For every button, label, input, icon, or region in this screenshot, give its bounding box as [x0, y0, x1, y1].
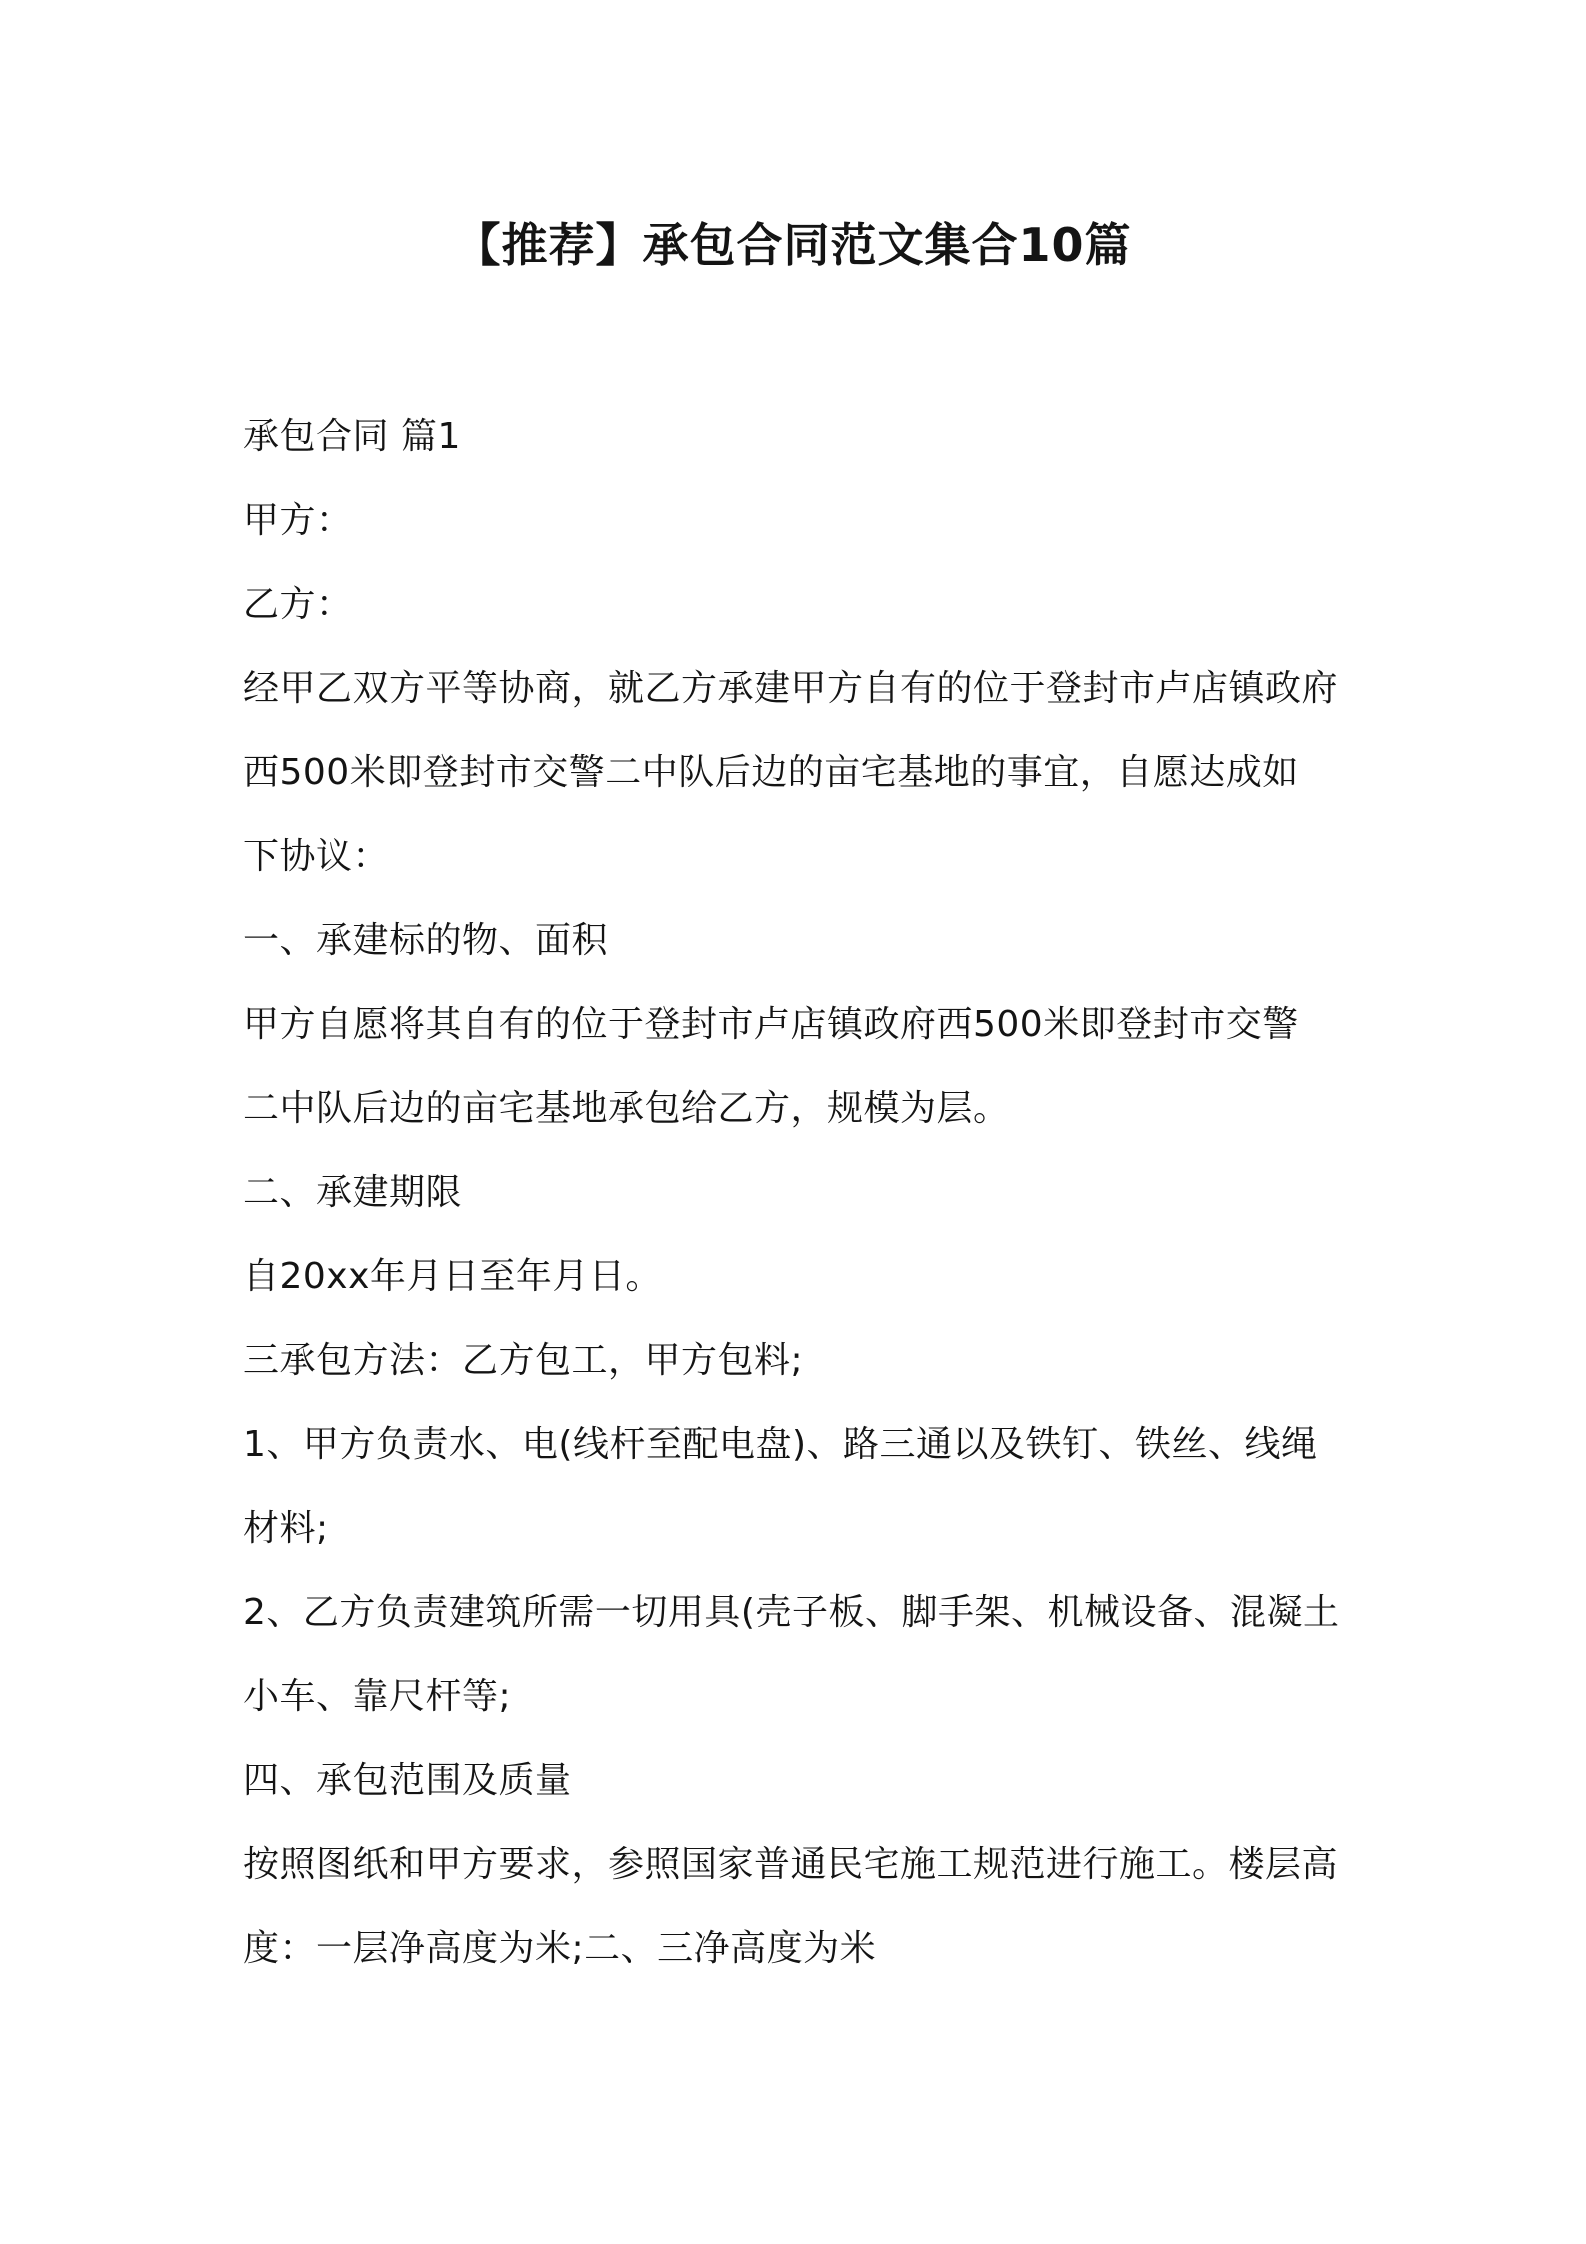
paragraph-line: 按照图纸和甲方要求，参照国家普通民宅施工规范进行施工。楼层高 [243, 1844, 1339, 1885]
list-item-line: 小车、靠尺杆等; [243, 1676, 512, 1717]
section-heading-article-1: 承包合同 篇1 [243, 416, 461, 457]
paragraph-line: 甲方自愿将其自有的位于登封市卢店镇政府西500米即登封市交警 [243, 1004, 1299, 1045]
list-item-line: 2、乙方负责建筑所需一切用具(壳子板、脚手架、机械设备、混凝土 [243, 1592, 1340, 1633]
list-item-line: 1、甲方负责水、电(线杆至配电盘)、路三通以及铁钉、铁丝、线绳 [243, 1424, 1318, 1465]
document-title: 【推荐】承包合同范文集合10篇 [454, 218, 1132, 272]
paragraph-line: 西500米即登封市交警二中队后边的亩宅基地的事宜，自愿达成如 [243, 752, 1299, 793]
paragraph-line: 度：一层净高度为米;二、三净高度为米 [243, 1928, 877, 1969]
paragraph-line: 二中队后边的亩宅基地承包给乙方，规模为层。 [243, 1088, 1010, 1129]
party-a-label: 甲方： [243, 500, 353, 541]
clause-heading: 三承包方法：乙方包工，甲方包料; [243, 1340, 804, 1381]
party-b-label: 乙方： [243, 584, 353, 625]
list-item-line: 材料; [243, 1508, 329, 1549]
clause-heading: 二、承建期限 [243, 1172, 463, 1213]
paragraph-line: 下协议： [243, 836, 390, 877]
paragraph-line: 自20xx年月日至年月日。 [243, 1256, 662, 1297]
paragraph-line: 经甲乙双方平等协商，就乙方承建甲方自有的位于登封市卢店镇政府 [243, 668, 1339, 709]
clause-heading: 四、承包范围及质量 [243, 1760, 572, 1801]
document-body [243, 395, 1363, 1991]
clause-heading: 一、承建标的物、面积 [243, 920, 609, 961]
